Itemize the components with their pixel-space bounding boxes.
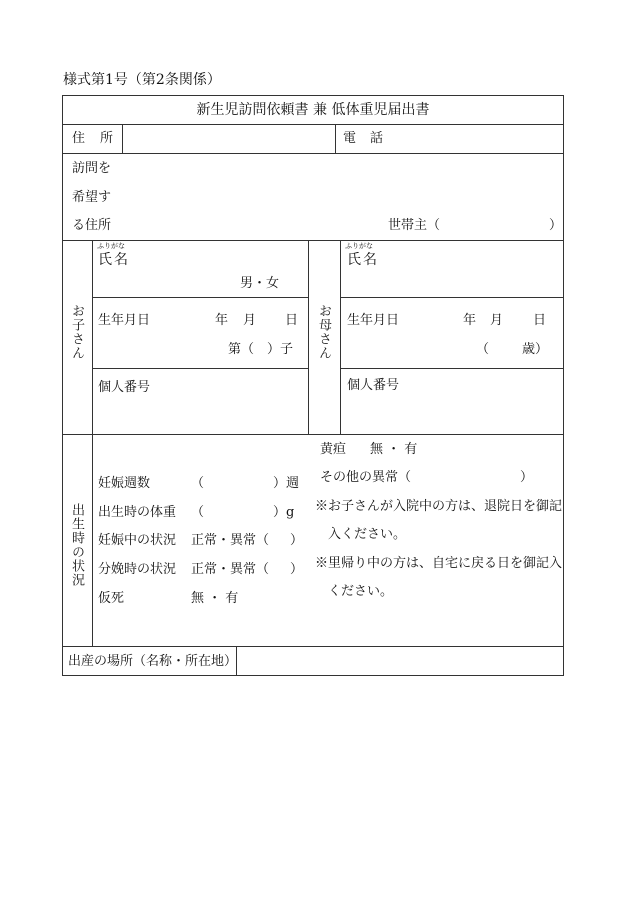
visit-address-field[interactable] [124,154,562,214]
jaundice-value[interactable]: 無 ・ 有 [370,442,418,457]
address-label-2: 所 [100,131,114,146]
form-title: 新生児訪問依頼書 兼 低体重児届出書 [196,102,430,118]
phone-field[interactable] [387,125,562,152]
gestation-weeks-close: ）週 [273,476,300,491]
birthplace-label: 出産の場所（名称・所在地） [68,654,238,669]
householder-close: ） [549,218,563,233]
birth-weight-open: （ [191,505,205,520]
note-homecoming-line1: ※里帰り中の方は、自宅に戻る日を御記入 [315,556,563,571]
child-id-label: 個人番号 [98,380,151,395]
address-label-1: 住 [72,131,86,146]
other-abnormal-label: その他の異常（ [320,470,412,485]
mother-age-close: 歳） [522,342,549,357]
delivery-status-close: ） [290,562,304,577]
mother-age-open: （ [476,342,490,357]
form-number-label: 様式第1号（第2条関係） [63,72,221,88]
pregnancy-status-close: ） [290,533,304,548]
asphyxia-value[interactable]: 無 ・ 有 [191,591,239,606]
mother-birth-month: 月 [490,313,504,328]
child-furigana-label: ふりがな [97,242,125,250]
mother-name-label: 氏名 [347,252,379,268]
birth-weight-close: ）g [273,505,295,520]
child-birth-month: 月 [243,313,257,328]
child-birth-year: 年 [215,313,229,328]
address-field[interactable] [124,125,334,152]
child-section-label: お子さん [69,304,84,360]
child-name-label: 氏名 [98,252,130,268]
householder-label: 世帯主（ [388,218,441,233]
visit-address-label-line3: る住所 [72,218,112,233]
mother-id-field[interactable] [342,396,562,432]
birthplace-field[interactable] [238,647,562,674]
mother-name-field[interactable] [390,252,560,292]
mother-furigana-label: ふりがな [345,242,373,250]
gestation-weeks-open: （ [191,476,205,491]
mother-section-label: お母さん [316,304,331,360]
gestation-weeks-label: 妊娠週数 [98,476,151,491]
delivery-status-value[interactable]: 正常・異常（ [191,562,270,577]
visit-address-label-line2: 希望す [72,190,112,205]
mother-id-label: 個人番号 [347,378,400,393]
birth-status-section-label: 出生時の状況 [69,503,84,587]
jaundice-label: 黄疸 [320,442,347,457]
child-birth-order: 第（ ）子 [228,342,294,357]
pregnancy-status-label: 妊娠中の状況 [98,533,177,548]
child-gender-option[interactable]: 男・女 [240,276,280,291]
note-hospitalized-line1: ※お子さんが入院中の方は、退院日を御記 [315,499,563,514]
child-id-field[interactable] [94,398,306,432]
mother-birth-day: 日 [533,313,547,328]
mother-birth-label: 生年月日 [347,313,400,328]
other-abnormal-close: ） [520,470,534,485]
phone-label-1: 電 [343,131,357,146]
birth-weight-label: 出生時の体重 [98,505,177,520]
note-hospitalized-line2: 入ください。 [328,527,407,542]
delivery-status-label: 分娩時の状況 [98,562,177,577]
note-homecoming-line2: ください。 [328,584,394,599]
child-name-field[interactable] [140,252,300,272]
child-birth-label: 生年月日 [98,313,151,328]
asphyxia-label: 仮死 [98,591,125,606]
mother-birth-year: 年 [463,313,477,328]
phone-label-2: 話 [370,131,384,146]
visit-address-label-line1: 訪問を [72,161,112,176]
pregnancy-status-value[interactable]: 正常・異常（ [191,533,270,548]
child-birth-day: 日 [285,313,299,328]
